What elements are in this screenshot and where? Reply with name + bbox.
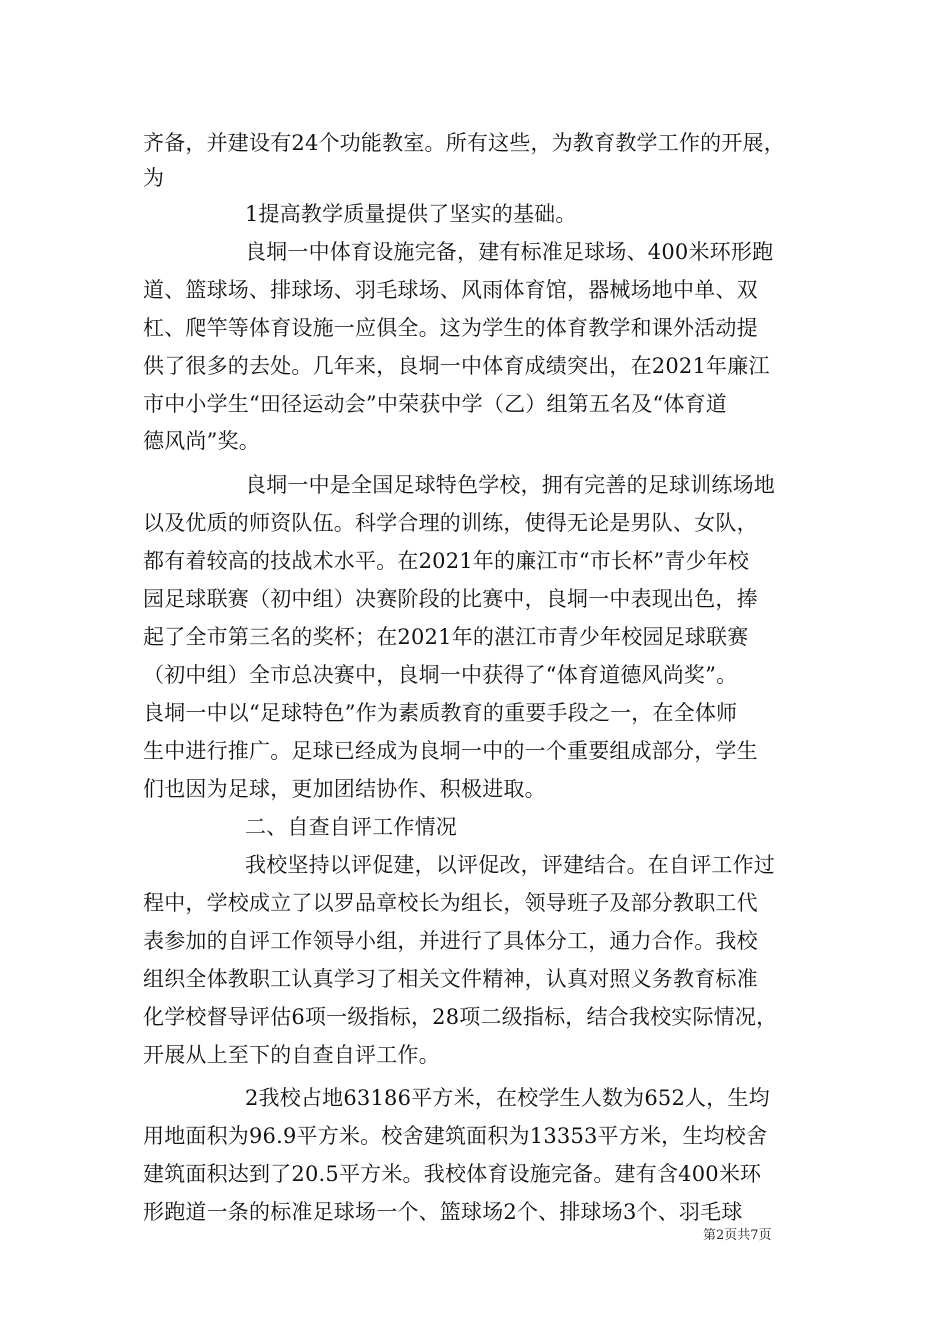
text-line: 良垌一中是全国足球特色学校，拥有完善的足球训练场地: [245, 473, 775, 497]
text-line: 生中进行推广。足球已经成为良垌一中的一个重要组成部分，学生: [143, 739, 758, 763]
text-line: 用地面积为96.9平方米。校舍建筑面积为13353平方米，生均校舍: [143, 1124, 768, 1148]
text-line: 们也因为足球，更加团结协作、积极进取。: [143, 777, 546, 801]
text-line: 齐备，并建设有24个功能教室。所有这些，为教育教学工作的开展，: [143, 131, 785, 155]
text-line: 化学校督导评估6项一级指标，28项二级指标，结合我校实际情况，: [143, 1005, 778, 1029]
text-line: 都有着较高的技战术水平。在2021年的廉江市“市长杯”青少年校: [143, 549, 750, 573]
text-line: 园足球联赛（初中组）决赛阶段的比赛中，良垌一中表现出色，捧: [143, 587, 758, 611]
text-line: 良垌一中以“足球特色”作为素质教育的重要手段之一，在全体师: [143, 701, 738, 725]
text-line: 杠、爬竿等体育设施一应俱全。这为学生的体育教学和课外活动提: [143, 316, 758, 340]
section-heading: 二、自查自评工作情况: [245, 815, 457, 839]
text-line: 为: [143, 166, 165, 190]
text-line: 形跑道一条的标准足球场一个、篮球场2个、排球场3个、羽毛球: [143, 1200, 743, 1224]
text-line: 我校坚持以评促建，以评促改，评建结合。在自评工作过: [245, 853, 775, 877]
text-line: 供了很多的去处。几年来，良垌一中体育成绩突出，在2021年廉江: [143, 354, 770, 378]
text-line: 以及优质的师资队伍。科学合理的训练，使得无论是男队、女队，: [143, 511, 758, 535]
text-line: 道、篮球场、排球场、羽毛球场、风雨体育馆，器械场地中单、双: [143, 278, 758, 302]
text-line: （初中组）全市总决赛中，良垌一中获得了“体育道德风尚奖”。: [143, 663, 738, 687]
text-line: 起了全市第三名的奖杯；在2021年的湛江市青少年校园足球联赛: [143, 625, 749, 649]
text-line: 表参加的自评工作领导小组，并进行了具体分工，通力合作。我校: [143, 929, 758, 953]
text-line: 建筑面积达到了20.5平方米。我校体育设施完备。建有含400米环: [143, 1162, 762, 1186]
text-line: 组织全体教职工认真学习了相关文件精神，认真对照义务教育标准: [143, 967, 758, 991]
text-line: 1提高教学质量提供了坚实的基础。: [245, 202, 577, 226]
page-number: 第2页共7页: [703, 1228, 772, 1243]
text-line: 德风尚”奖。: [143, 429, 260, 453]
text-line: 程中，学校成立了以罗品章校长为组长，领导班子及部分教职工代: [143, 891, 758, 915]
text-line: 2我校占地63186平方米，在校学生人数为652人，生均: [245, 1086, 770, 1110]
text-line: 开展从上至下的自查自评工作。: [143, 1043, 440, 1067]
text-line: 市中小学生“田径运动会”中荣获中学（乙）组第五名及“体育道: [143, 392, 728, 416]
text-line: 良垌一中体育设施完备，建有标准足球场、400米环形跑: [245, 240, 774, 264]
